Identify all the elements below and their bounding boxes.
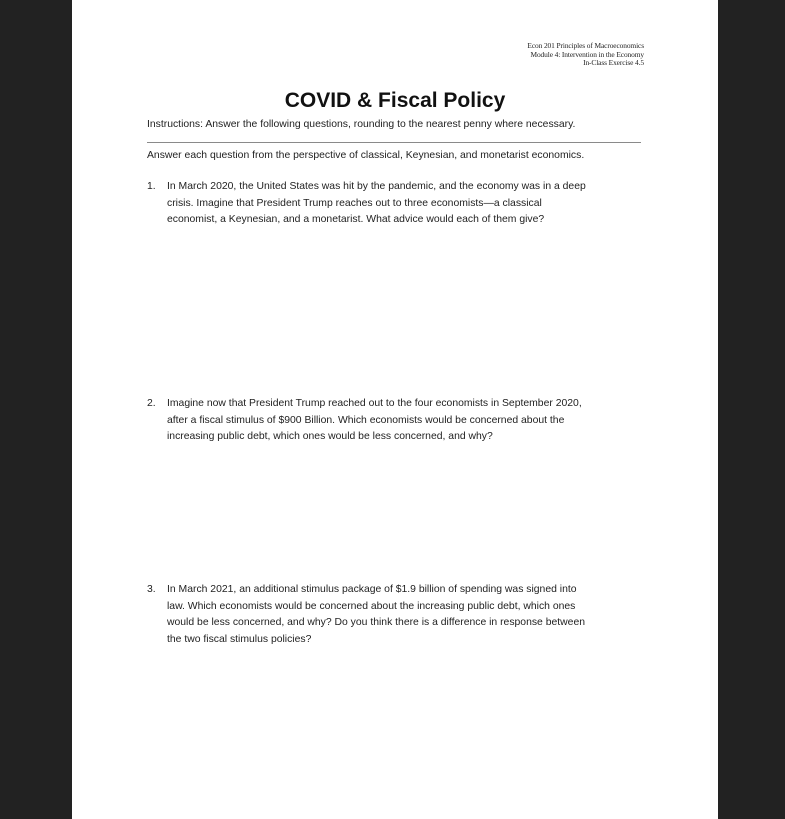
question-text [167, 582, 645, 648]
module-header-line: Module 4: Intervention in the Economy [530, 49, 644, 59]
course-header [527, 42, 644, 68]
question-line: increasing public debt, which ones would be less concerned, and why? [167, 431, 493, 443]
question-line: the two fiscal stimulus policies? [167, 633, 312, 645]
question-line: would be less concerned, and why? Do you think there is a difference in response between [167, 617, 585, 629]
question-number: 2. [147, 398, 156, 409]
exercise-header-line: In-Class Exercise 4.5 [583, 58, 644, 68]
divider [147, 142, 641, 143]
answer-intro-text: Answer each question from the perspective of classical, Keynesian, and monetarist economics. [147, 150, 585, 161]
question-text [167, 396, 645, 446]
question-line: law. Which economists would be concerned about the increasing public debt, which ones [167, 600, 576, 612]
question-number: 3. [147, 584, 156, 595]
page-title: COVID & Fiscal Policy [284, 89, 506, 112]
question-text [167, 179, 645, 229]
course-header-line: Econ 201 Principles of Macroeconomics [527, 41, 644, 50]
question-line: crisis. Imagine that President Trump reaches out to three economists—a classical [167, 197, 542, 209]
instructions-text: Instructions: Answer the following questions, rounding to the nearest penny where necessary. [147, 119, 576, 130]
question-line: economist, a Keynesian, and a monetarist. What advice would each of them give? [167, 214, 545, 226]
question-line: Imagine now that President Trump reached out to the four economists in September 2020, [167, 398, 582, 409]
question-number: 1. [147, 181, 156, 192]
question-line: In March 2021, an additional stimulus package of $1.9 billion of spending was signed into [167, 584, 577, 595]
question-line: In March 2020, the United States was hit by the pandemic, and the economy was in a deep [167, 181, 586, 192]
document-page [72, 0, 718, 819]
question-line: after a fiscal stimulus of $900 Billion. Which economists would be concerned about the [167, 414, 565, 426]
